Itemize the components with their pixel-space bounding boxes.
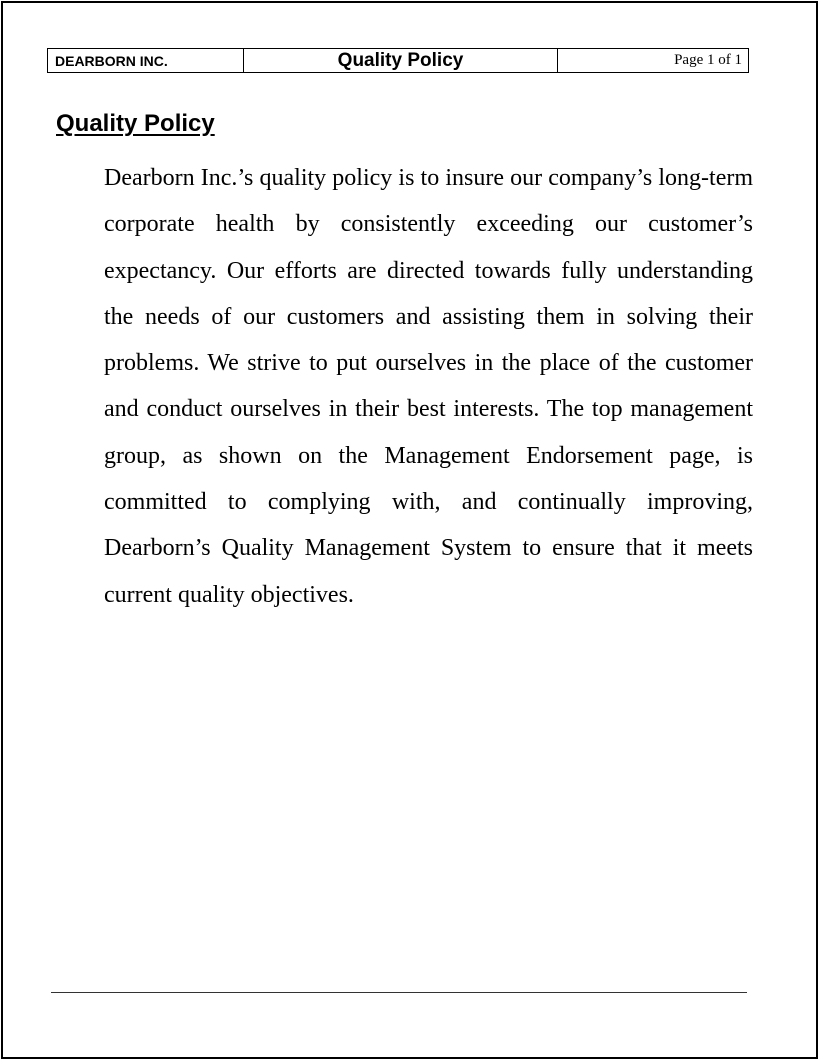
document-page <box>1 1 818 1059</box>
header-page-number: Page 1 of 1 <box>674 52 742 68</box>
page-header <box>47 48 749 73</box>
footer-divider <box>51 992 747 993</box>
section-heading: Quality Policy <box>56 110 215 137</box>
policy-paragraph: Dearborn Inc.’s quality policy is to insure our company’s long-term corporate health by consistently exceeding our customer’s expectancy. Our efforts are directed towards fully understanding the needs of our customers and assisting them in solving their problems. We strive to put ourselves in the place of the customer and conduct ourselves in their best interests. The top management group, as shown on the Management Endorsement page, is committed to complying with, and continually improving, Dearborn’s Quality Management System to ensure that it meets current quality objectives. <box>104 165 753 608</box>
header-company-name: DEARBORN INC. <box>48 49 244 72</box>
header-document-title: Quality Policy <box>244 49 558 72</box>
